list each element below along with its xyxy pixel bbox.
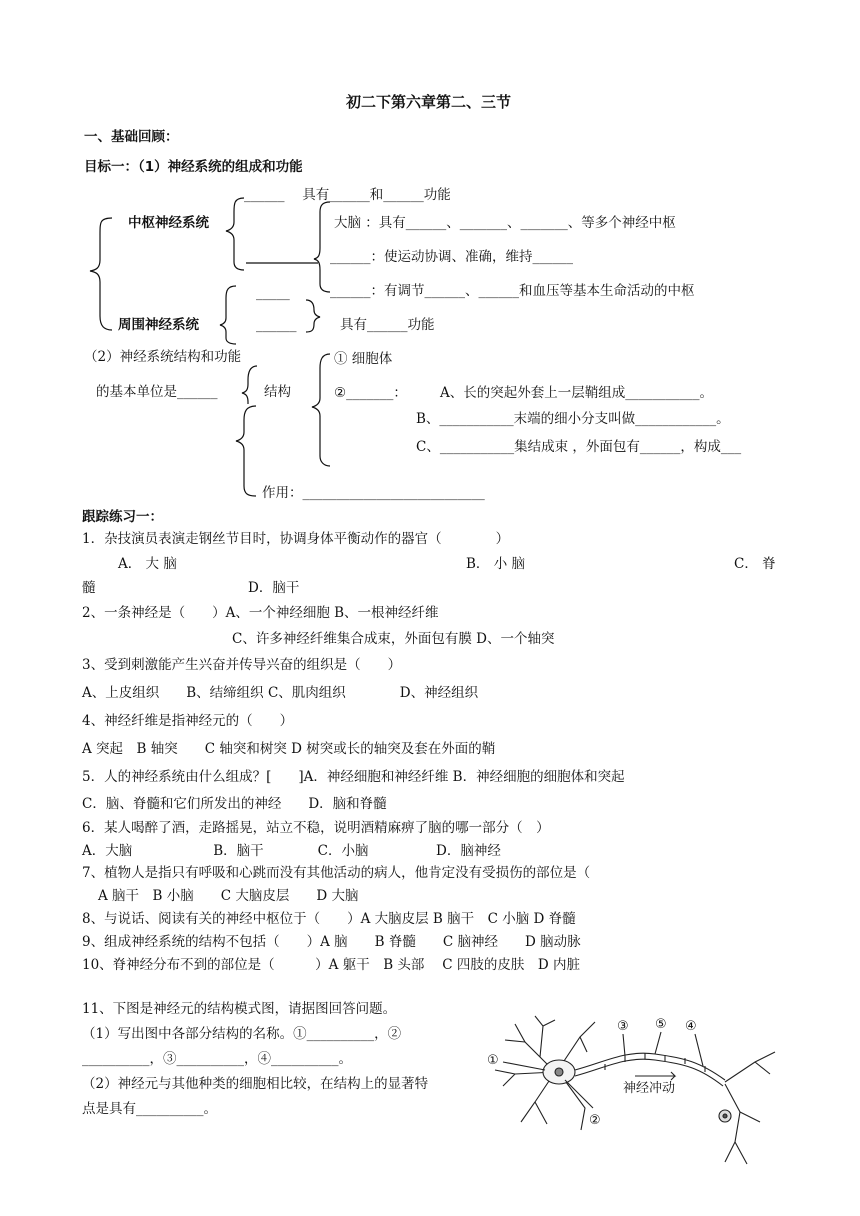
nerve-impulse-label: 神经冲动 [623,1081,676,1096]
label-1: ① [487,1053,499,1068]
label-3: ③ [617,1019,629,1034]
q1-option-c: C． 脊 [734,556,776,572]
q1-option-b: B． 小 脑 [466,556,526,572]
brainstem-row: ______：有调节______、______和血压等基本生命活动的中枢 [330,283,695,299]
label-5: ⑤ [655,1017,667,1032]
practice-heading: 跟踪练习一： [82,509,163,525]
cerebrum-row: 大脑 ：具有______、_______、_______、等多个神经中枢 [334,215,676,231]
basic-unit-label: 的基本单位是______ [96,384,218,400]
pns-function-row: 具有______功能 [340,317,435,333]
question-3: 3、受到刺激能产生兴奋并传导兴奋的组织是（ ） [82,657,402,673]
cns-label: 中枢神经系统 [128,215,209,231]
pns-blank-2: ______ [256,317,297,333]
q7-options: A 脑干 B 小脑 C 大脑皮层 D 大脑 [98,888,359,904]
q1-option-a: A． 大 脑 [118,556,177,572]
q1-option-c-cont: 髓 [82,580,96,596]
question-6: 6．某人喝醉了酒，走路摇晃，站立不稳，说明酒精麻痹了脑的哪一部分（ ） [82,820,550,836]
question-7: 7、植物人是指只有呼吸和心跳而没有其他活动的病人，他肯定没有受损伤的部位是（ [82,865,591,881]
section-heading: 一、基础回顾： [84,129,179,145]
label-2: ② [589,1113,601,1128]
function-row: 作用：___________________________ [262,485,485,501]
q6-options: A．大脑 B．脑干 C．小脑 D．脑神经 [82,843,501,859]
axon-row: A、长的突起外套上一层鞘组成___________。 [440,385,713,401]
q11-part-2-cont: 点是具有__________。 [82,1101,217,1117]
nerve-row: C、___________集结成束 ，外面包有______，构成___ [416,439,742,455]
cell-body-row: ① 细胞体 [334,351,393,367]
process-row: ②_______： [334,385,407,401]
structure-label: 结构 [264,384,291,400]
q3-options: A、上皮组织 B、结缔组织 C、肌肉组织 D、神经组织 [82,685,479,701]
question-10: 10、脊神经分布不到的部位是（ ）A 躯干 B 头部 C 四肢的皮肤 D 内脏 [82,957,580,973]
question-5: 5．人的神经系统由什么组成？[ ]A．神经细胞和神经纤维 B．神经细胞的细胞体和突起 [82,769,625,785]
label-4: ④ [685,1019,697,1034]
goal-heading: 目标一：（1）神经系统的组成和功能 [84,159,303,175]
neuron-diagram [485,1012,785,1172]
question-9: 9、组成神经系统的结构不包括（ ）A 脑 B 脊髓 C 脑神经 D 脑动脉 [82,934,581,950]
pns-blank-1: _____ [256,285,290,301]
q11-part-1: （1）写出图中各部分结构的名称。①__________，② [82,1026,402,1042]
q1-option-d: D．脑干 [248,580,300,596]
q4-options: A 突起 B 轴突 C 轴突和树突 D 树突或长的轴突及套在外面的鞘 [82,741,496,757]
q5-options: C．脑、脊髓和它们所发出的神经 D．脑和脊髓 [82,796,387,812]
question-8: 8、与说话、阅读有关的神经中枢位于（ ）A 大脑皮层 B 脑干 C 小脑 D 脊髓 [82,911,576,927]
q11-part-1-cont: __________，③__________，④__________。 [82,1051,352,1067]
dendrite-row: B、___________末端的细小分支叫做____________。 [416,411,730,427]
cerebellum-row: ______：使运动协调、准确，维持______ [330,249,573,265]
question-1: 1．杂技演员表演走钢丝节目时，协调身体平衡动作的器官（ ） [82,531,510,547]
q2-options: C、许多神经纤维集合成束，外面包有膜 D、一个轴突 [232,631,555,647]
question-11: 11、下图是神经元的结构模式图，请据图回答问题。 [82,1001,397,1017]
question-4: 4、神经纤维是指神经元的（ ） [82,713,294,729]
q11-part-2: （2）神经元与其他种类的细胞相比较，在结构上的显著特 [82,1076,429,1092]
section-2-label: （2）神经系统结构和功能 [84,349,242,365]
pns-label: 周围神经系统 [118,317,199,333]
brain-row: ______ 具有______和______功能 [244,187,451,203]
page-title: 初二下第六章第二、三节 [346,93,512,111]
question-2: 2、一条神经是（ ）A、一个神经细胞 B、一根神经纤维 [82,605,439,621]
